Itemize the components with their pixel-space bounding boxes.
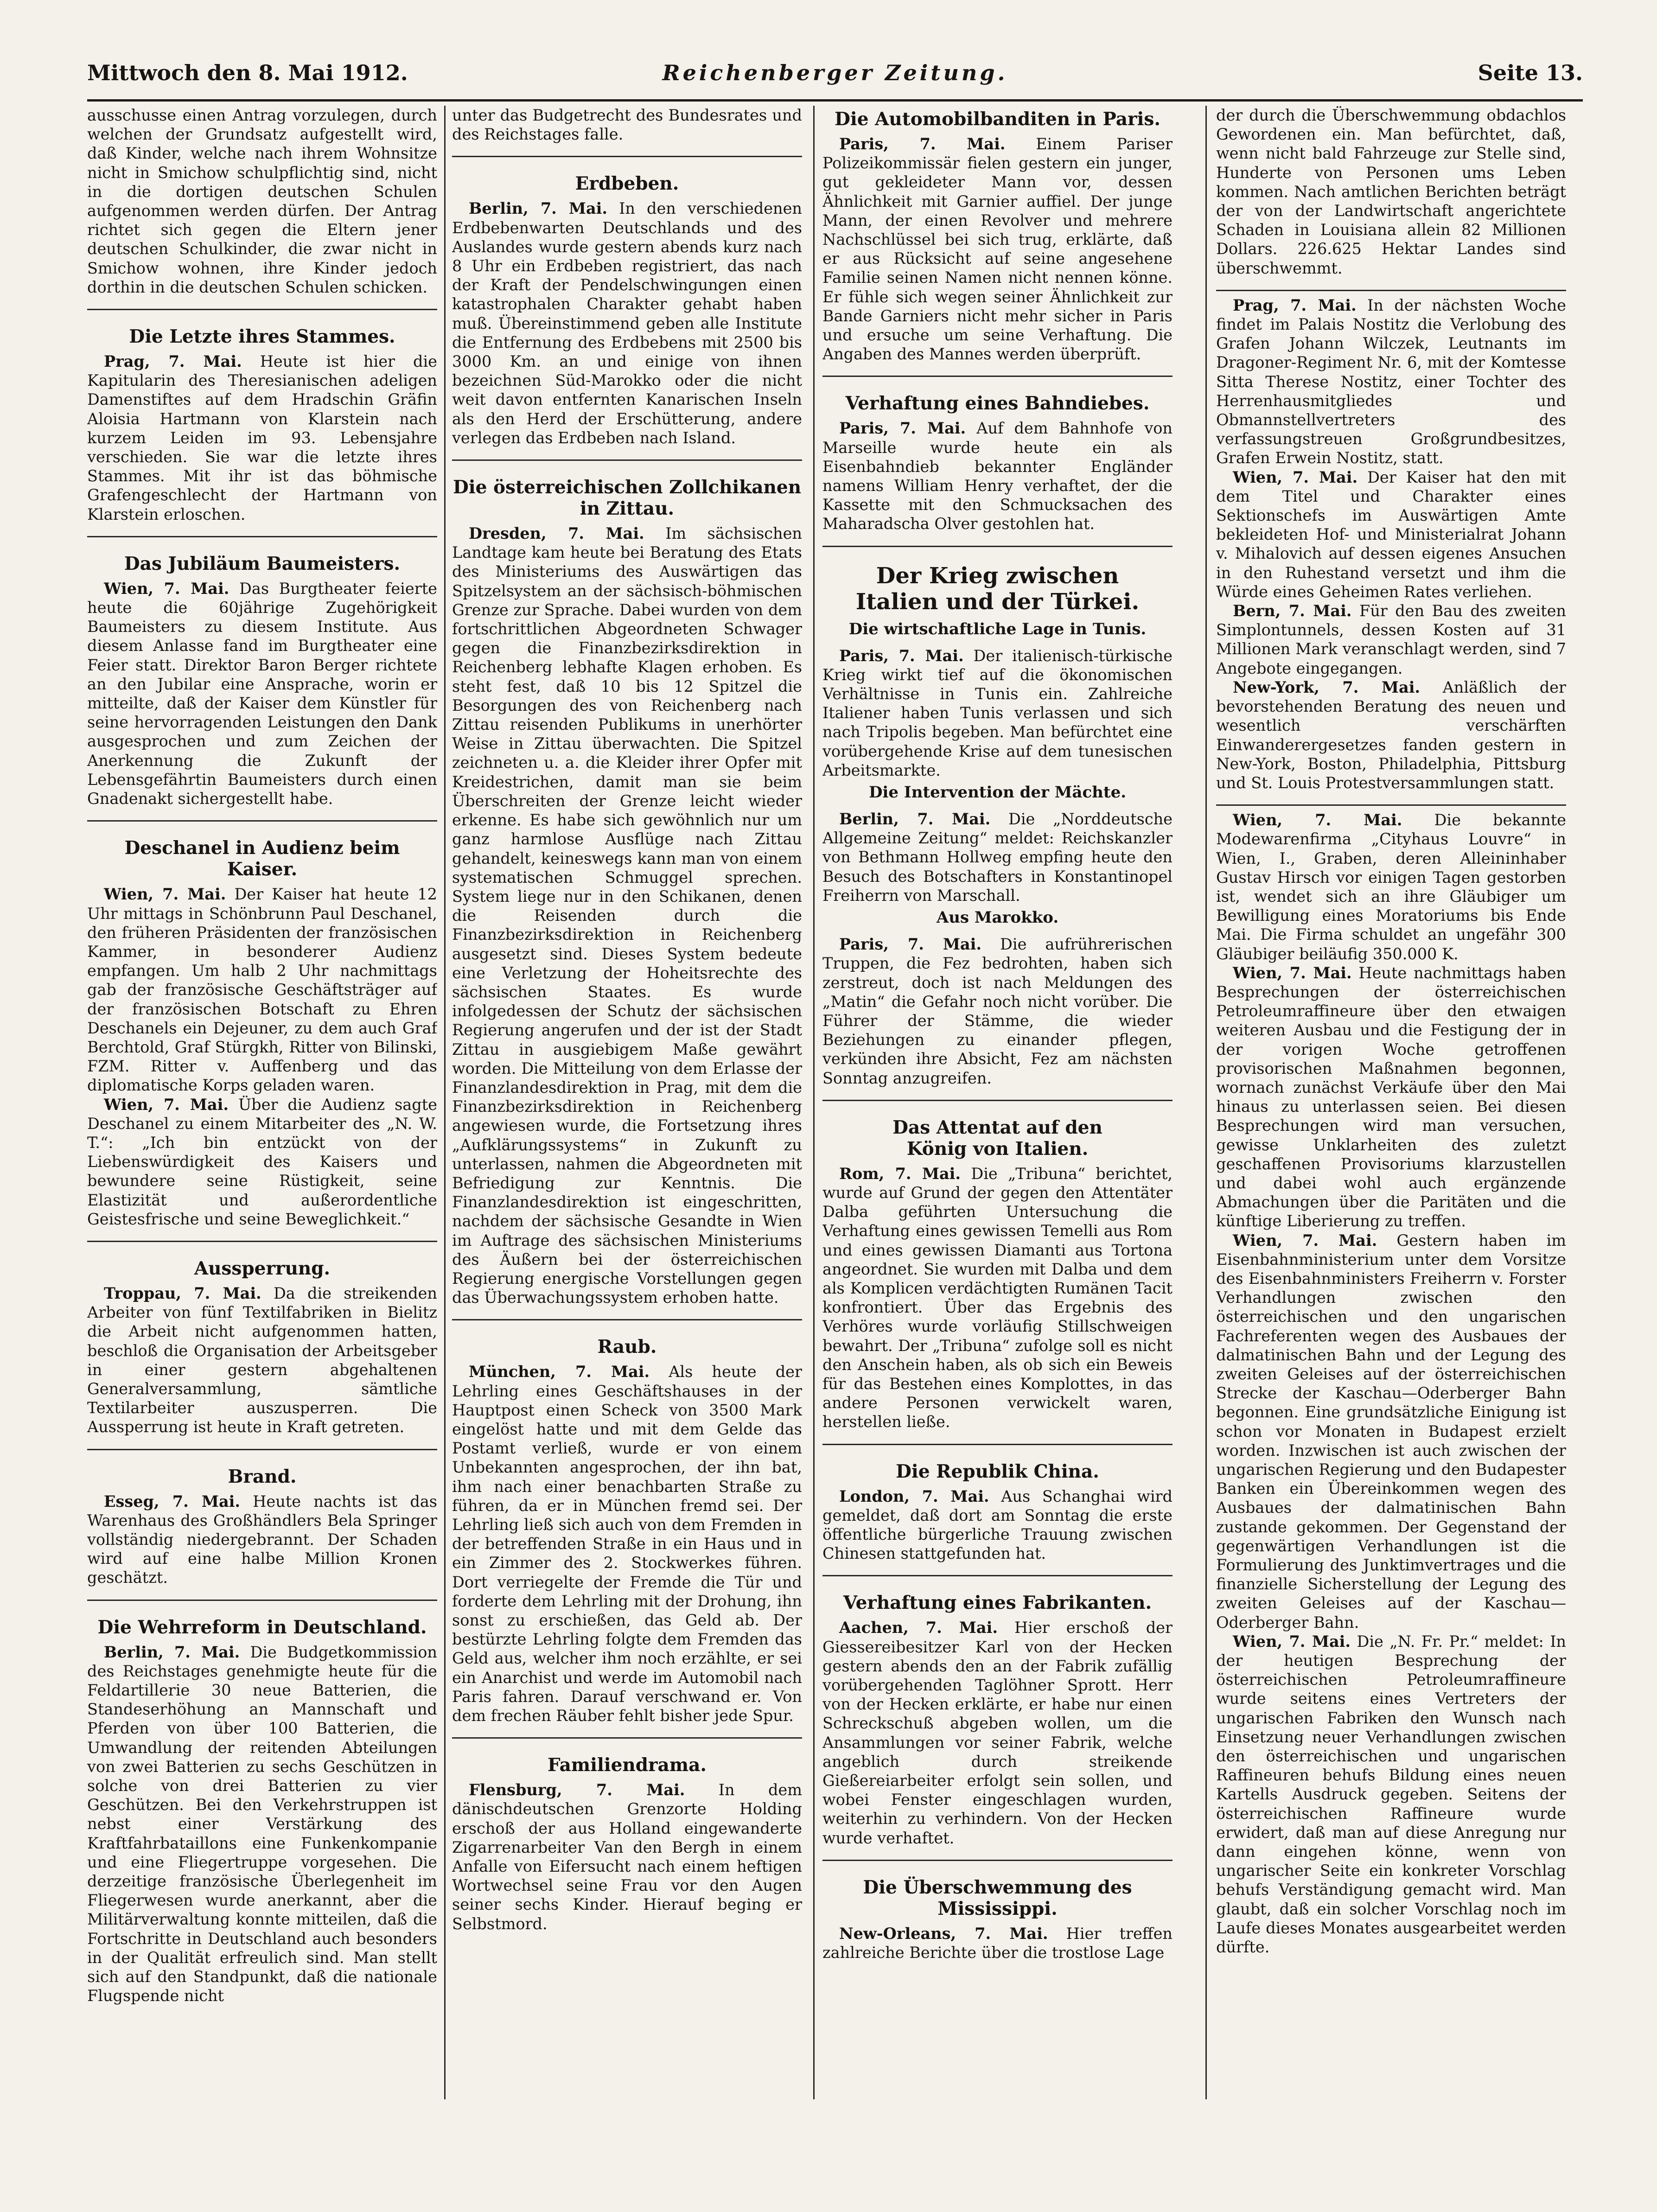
dateline: Wien, 7. Mai.	[104, 1095, 229, 1114]
article-text: Im sächsischen Landtage kam heute bei Beratung des Etats des Ministeriums des Auswärtigen das Spitzelsystem an der sächsisch-böhmischen Grenze zur Sprache. Dabei wurden von dem fortschrittlichen Abgeordneten Schwager gegen die Finanzbezirksdirektion in Reichenberg lebhafte Klagen erhoben. Es steht fest, daß 10 bis 12 Spitzel die Besorgungen des von Reichenberg nach Zittau reisenden Publikums in unerhörter Weise in Zittau überwachten. Die Spitzel zeichneten u. a. die Kleider ihrer Opfer mit Kreidestrichen, damit man sie beim Überschreiten der Grenze leicht wieder erkenne. Es habe sich gewöhnlich nur um ganz harmlose Ausflüge nach Zittau gehandelt, keineswegs kann man von einem systematischen Schmuggel sprechen. System liege nur in den Schikanen, denen die Reisenden durch die Finanzbezirksdirektion in Reichenberg ausgesetzt sind. Dieses System bedeute eine Verletzung der Hoheitsrechte des sächsischen Staates. Es wurde infolgedessen der Schutz der sächsischen Regierung angerufen und der ist der Stadt Zittau in ausgiebigem Maße gewährt worden. Die Mitteilung von dem Erlasse der Finanzlandesdirektion in Prag, mit dem die Finanzbezirksdirektion in Reichenberg angewiesen wurde, die Fortsetzung ihres „Aufklärungssystems“ in Zukunft zu unterlassen, nahmen die Abgeordneten mit Befriedigung zur Kenntnis. Die Finanzlandesdirektion ist eingeschritten, nachdem der sächsische Gesandte in Wien im Auftrage des sächsischen Ministeriums des Äußern bei der österreichischen Regierung energische Vorstellungen gegen das Überwachungssystem erhoben hatte.	[452, 524, 802, 1307]
article-text: In den verschiedenen Erdbebenwarten Deutschlands und des Auslandes wurde gestern abends kurz nach 8 Uhr ein Erdbeben registriert, das nach der Kraft der Pendelschwingungen einen katastrophalen Charakter gehabt haben muß. Übereinstimmend geben alle Institute die Entfernung des Erdbebens mit 2500 bis 3000 Km. an und einige von ihnen bezeichnen Süd-Marokko oder die nicht weit davon entfernten Kanarischen Inseln als den Herd der Erschütterung, andere verlegen das Erdbeben nach Island.	[452, 199, 802, 447]
issue-date: Mittwoch den 8. Mai 1912.	[87, 60, 408, 85]
dateline: Esseg, 7. Mai.	[104, 1492, 241, 1511]
article-paragraph	[87, 1095, 437, 1229]
headline: Familiendrama.	[548, 1754, 707, 1776]
article-divider	[1216, 290, 1566, 291]
dateline: Bern, 7. Mai.	[1233, 602, 1352, 620]
subheading: Aus Marokko.	[936, 908, 1059, 927]
headline-line-2: Italien und der Türkei.	[855, 588, 1140, 615]
column-rule	[444, 106, 446, 2099]
dateline: Wien, 7. Mai.	[1233, 811, 1402, 829]
article-paragraph	[87, 1492, 437, 1587]
article-divider	[87, 309, 437, 310]
headline: Die österreichischen Zollchikanen in Zittau.	[452, 477, 802, 520]
dateline: London, 7. Mai.	[839, 1487, 989, 1505]
dateline: München, 7. Mai.	[469, 1363, 650, 1381]
article-paragraph	[452, 524, 802, 1307]
article-paragraph	[1216, 296, 1566, 468]
article-text: Als heute der Lehrling eines Geschäftshauses in der Hauptpost einen Scheck von 3500 Mark eingelöst hatte und mit dem Gelde das Postamt verließ, wurde er von einem Unbekannten angesprochen, der ihn bat, ihm nach einer benachbarten Straße zu führen, da er in München fremd sei. Der Lehrling ließ sich auch von dem Fremden in der betreffenden Straße in ein Haus und in ein Zimmer des 2. Stockwerkes führen. Dort verriegelte der Fremde die Tür und forderte dem Lehrling mit der Drohung, ihn sonst zu erschießen, das Geld ab. Der bestürzte Lehrling folgte dem Fremden das Geld aus, welcher ihm noch erzählte, er sei ein Anarchist und werde im Automobil nach Paris fahren. Darauf verschwand er. Von dem frechen Räuber fehlt bisher jede Spur.	[452, 1363, 802, 1725]
article-divider	[87, 1449, 437, 1450]
article-divider	[452, 156, 802, 157]
headline: Aussperrung.	[194, 1257, 331, 1279]
dateline: Berlin, 7. Mai.	[839, 810, 991, 829]
article-text: Der Kaiser hat heute 12 Uhr mittags in Schönbrunn Paul Deschanel, den früheren Präsidenten der französischen Kammer, in besonderer Audienz empfangen. Um halb 2 Uhr nachmittags gab der französische Geschäftsträger auf der französischen Botschaft zu Ehren Deschanels ein Dejeuner, zu dem auch Graf Berchtold, Graf Stürgkh, Ritter von Bilinski, FZM. Ritter v. Auffenberg und das diplomatische Korps geladen waren.	[87, 885, 437, 1095]
dateline: Paris, 7. Mai.	[839, 646, 964, 665]
article-divider	[822, 1444, 1173, 1445]
article-paragraph	[1216, 678, 1566, 792]
newspaper-title: Reichenberger Zeitung.	[662, 60, 1008, 85]
article-divider	[452, 459, 802, 461]
column-2	[452, 106, 802, 2146]
article-text: Die aufrührerischen Truppen, die Fez bedrohten, haben sich zerstreut, doch ist nach Meldungen des „Matin“ die Gefahr noch nicht vorüber. Die Führer der Stämme, die wieder Beziehungen zu einander pflegen, verkünden ihre Absicht, Fez am nächsten Sonntag anzugreifen.	[822, 935, 1173, 1087]
headline: Verhaftung eines Bahndiebes.	[845, 393, 1150, 414]
article-paragraph	[1216, 1632, 1566, 1957]
article-paragraph	[1216, 601, 1566, 678]
article-divider	[822, 1575, 1173, 1576]
headline: Brand.	[228, 1466, 297, 1487]
article-paragraph	[822, 134, 1173, 363]
headline: Deschanel in Audienz beim Kaiser.	[124, 837, 400, 880]
dateline: Paris, 7. Mai.	[839, 135, 1006, 153]
article-text: Hier treffen zahlreiche Berichte über die trostlose Lage	[822, 1924, 1173, 1962]
article-paragraph	[1216, 963, 1566, 1231]
article-divider	[822, 376, 1173, 377]
article-text: Über die Audienz sagte Deschanel zu einem Mitarbeiter des „N. W. T.“: „Ich bin entzückt von der Liebenswürdigkeit des Kaisers und bewundere seine Rüstigkeit, seine Elastizität und außerordentliche Geistesfrische und seine Beweglichkeit.“	[87, 1095, 437, 1228]
column-rule	[813, 106, 815, 2099]
article-paragraph	[1216, 1231, 1566, 1632]
headline-line-2: König von Italien.	[906, 1138, 1089, 1160]
dateline: Flensburg, 7. Mai.	[469, 1781, 685, 1799]
headline: Die Überschwemmung des Mississippi.	[863, 1876, 1132, 1919]
article-paragraph	[822, 935, 1173, 1088]
article-text: Der italienisch-türkische Krieg wirkt tief auf die ökonomischen Verhältnisse in Tunis ein. Zahlreiche Italiener haben Tunis verlassen und sich nach Tripolis begeben. Man befürchtet eine vorübergehende Krise auf dem tunesischen Arbeitsmarkte.	[822, 646, 1173, 779]
dateline: Wien, 7. Mai.	[104, 885, 226, 904]
article-paragraph	[452, 199, 802, 447]
column-1	[87, 106, 437, 2146]
headline: Die Letzte ihres Stammes.	[129, 326, 395, 348]
headline: Raub.	[597, 1336, 657, 1358]
article-paragraph	[1216, 468, 1566, 601]
article-paragraph	[87, 1643, 437, 2006]
article-paragraph	[87, 885, 437, 1095]
article-paragraph	[452, 1780, 802, 1933]
article-divider	[1216, 804, 1566, 806]
article-paragraph	[822, 1618, 1173, 1847]
dateline: Paris, 7. Mai.	[839, 419, 966, 438]
article-paragraph	[822, 810, 1173, 905]
article-continuation: unter das Budgetrecht des Bundesrates und des Reichstages falle.	[452, 106, 802, 144]
subheading: Die Intervention der Mächte.	[868, 783, 1127, 802]
article-text: Die bekannte Modewarenfirma „Cityhaus Louvre“ in Wien, I., Graben, deren Alleininhaber Gustav Hirsch vor einigen Tagen gestorben ist, wendet sich an ihre Gläubiger um Bewilligung eines Moratoriums bis Ende Mai. Die Firma schuldet an ungefähr 300 Gläubiger beiläufig 350.000 K.	[1216, 811, 1566, 963]
headline: Die Republik China.	[896, 1460, 1099, 1482]
article-text: Hier erschoß der Giessereibesitzer Karl von der Hecken gestern abends den an der Fabrik zufällig vorübergehenden Taglöhner Sprott. Herr von der Hecken erklärte, er habe nur einen Schreckschuß abgeben wollen, um die Ansammlungen vor seiner Fabrik, welche angeblich durch streikende Gießereiarbeiter erfolgt sein sollen, und wobei Fenster eingeschlagen wurden, weiterhin zu verhindern. Von der Hecken wurde verhaftet.	[822, 1619, 1173, 1847]
article-divider	[822, 1100, 1173, 1101]
dateline: Dresden, 7. Mai.	[469, 524, 644, 543]
article-divider	[452, 1319, 802, 1320]
article-paragraph	[822, 1924, 1173, 1962]
article-text: Auf dem Bahnhofe von Marseille wurde heute ein als Eisenbahndieb bekannter Engländer namens William Henry verhaftet, der die Kassette mit den Schmucksachen des Maharadscha Olver gestohlen hat.	[822, 419, 1173, 533]
dateline: New-York, 7. Mai.	[1233, 678, 1421, 696]
article-text: Die Budgetkommission des Reichstages genehmigte heute für die Feldartillerie 30 neue Batterien, die Standeserhöhung an Mannschaft und Pferden von über 100 Batterien, die Umwandlung der reitenden Abteilungen von zwei Batterien zu sechs Geschützen in solche von drei Batterien zu vier Geschützen. Bei den Verkehrstruppen ist nebst einer Verstärkung des Kraftfahrbataillons eine Funkenkompanie und eine Fliegertruppe vorgesehen. Die derzeitige französische Überlegenheit im Fliegerwesen wurde anerkannt, aber die Militärverwaltung konnte mitteilen, daß die Fortschritte in Deutschland auch besonders in der Qualität erfreulich sind. Man stellt sich auf den Standpunkt, daß die nationale Flugspende nicht	[87, 1643, 437, 2005]
article-paragraph	[822, 1164, 1173, 1432]
article-paragraph	[822, 419, 1173, 533]
headline: Die Automobilbanditen in Paris.	[835, 108, 1160, 130]
article-text: Die „Tribuna“ berichtet, wurde auf Grund der gegen den Attentäter Dalba geführten Untersuchung die Verhaftung eines gewissen Temelli aus Rom und eines gewissen Diamanti aus Tortona angeordnet. Sie wurden mit Dalba und dem als Komplicen verdächtigten Rumänen Tacit konfrontiert. Über das Ergebnis des Verhöres wurde vorläufig Stillschweigen bewahrt. Der „Tribuna“ zufolge soll es nicht den Anschein haben, als ob sich ein Beweis für das Bestehen eines Komplottes, in das andere Personen verwickelt waren, herstellen ließe.	[822, 1164, 1173, 1431]
article-divider	[87, 1241, 437, 1242]
dateline: Paris, 7. Mai.	[839, 935, 982, 954]
dateline: Berlin, 7. Mai.	[104, 1643, 240, 1661]
article-divider	[87, 536, 437, 537]
headline: Das Jubiläum Baumeisters.	[124, 553, 401, 574]
dateline: Wien, 7. Mai.	[1233, 1632, 1351, 1651]
article-continuation: der durch die Überschwemmung obdachlos Gewordenen ein. Man befürchtet, daß, wenn nicht bald Fahrzeuge zur Stelle sind, Hunderte von Personen ums Leben kommen. Nach amtlichen Berichten beträgt der von der Landwirtschaft angerichtete Schaden in Louisiana allein 82 Millionen Dollars. 226.625 Hektar Landes sind überschwemmt.	[1216, 106, 1566, 277]
article-continuation: ausschusse einen Antrag vorzulegen, durch welchen der Grundsatz aufgestellt wird, daß Kinder, welche nach ihrem Wohnsitze nicht in Smichow schulpflichtig sind, nicht in die dortigen deutschen Schulen aufgenommen werden dürfen. Der Antrag richtet sich gegen die Eltern jener deutschen Schulkinder, die zwar nicht in Smichow wohnen, ihre Kinder jedoch dorthin in die deutschen Schulen schicken.	[87, 106, 437, 296]
article-text: In dem dänischdeutschen Grenzorte Holding erschoß der aus Holland eingewanderte Zigarrenarbeiter Van den Bergh in einem Anfalle von Eifersucht nach einem heftigen Wortwechsel seine Frau vor den Augen seiner sechs Kinder. Hierauf beging er Selbstmord.	[452, 1781, 802, 1933]
article-divider	[822, 546, 1173, 547]
article-divider	[822, 1860, 1173, 1861]
dateline: Wien, 7. Mai.	[104, 579, 229, 598]
dateline: Troppau, 7. Mai.	[104, 1284, 261, 1302]
article-paragraph	[87, 1284, 437, 1437]
article-text: In der nächsten Woche findet im Palais Nostitz die Verlobung des Grafen Johann Wilczek, Leutnants im Dragoner-Regiment Nr. 6, mit der Komtesse Sitta Therese Nostitz, einer Tochter des Herrenhausmitgliedes und Obmannstellvertreters des verfassungstreuen Großgrundbesitzes, Grafen Erwein Nostitz, statt.	[1216, 296, 1566, 467]
dateline: Prag, 7. Mai.	[1233, 296, 1357, 314]
article-text: Für den Bau des zweiten Simplontunnels, dessen Kosten auf 31 Millionen Mark veranschlagt werden, sind 7 Angebote eingegangen.	[1216, 602, 1566, 677]
article-paragraph	[822, 646, 1173, 780]
headline: Verhaftung eines Fabrikanten.	[843, 1592, 1152, 1614]
dateline: Wien, 7. Mai.	[1233, 1231, 1377, 1249]
article-text: Heute nachts ist das Warenhaus des Großhändlers Bela Springer vollständig niedergebrannt. Der Schaden wird auf eine halbe Million Kronen geschätzt.	[87, 1492, 437, 1587]
subheading: Die wirtschaftliche Lage in Tunis.	[848, 619, 1147, 638]
dateline: Rom, 7. Mai.	[839, 1164, 961, 1183]
dateline: Aachen, 7. Mai.	[839, 1619, 998, 1637]
article-text: Die „N. Fr. Pr.“ meldet: In der heutigen Besprechung der österreichischen Petroleumraffineure wurde seitens eines Vertreters der ungarischen Fabriken den Wunsch nach Einsetzung neuer Verhandlungen zwischen den österreichischen und ungarischen Raffineuren behufs Bildung eines neuen Kartells Ausdruck gegeben. Seitens der österreichischen Raffineure wurde erwidert, daß man auf diese Anregung nur dann eingehen könne, wenn von ungarischer Seite ein konkreter Vorschlag behufs Verständigung gemacht wird. Man glaubt, daß ein solcher Vorschlag noch im Laufe dieses Monates ausgearbeitet werden dürfte.	[1216, 1632, 1566, 1957]
article-divider	[87, 820, 437, 822]
article-text: Das Burgtheater feierte heute die 60jährige Zugehörigkeit Baumeisters zu diesem Institute. Aus diesem Anlasse fand im Burgtheater eine Feier statt. Direktor Baron Berger richtete an den Jubilar eine Ansprache, worin er mitteilte, daß der Kaiser dem Künstler für seine hervorragenden Leistungen den Dank ausgesprochen und zum Zeichen der Anerkennung die Zukunft der Lebensgefährtin Baumeisters durch einen Gnadenakt sichergestellt habe.	[87, 579, 437, 808]
masthead	[87, 55, 1583, 102]
dateline: Wien, 7. Mai.	[1233, 468, 1358, 486]
article-text: Die „Norddeutsche Allgemeine Zeitung“ meldet: Reichskanzler von Bethmann Hollweg empfing heute den Besuch des Botschafters in Konstantinopel Freiherrn von Marschall.	[822, 810, 1173, 905]
dateline: Berlin, 7. Mai.	[469, 199, 608, 218]
article-divider	[452, 1737, 802, 1739]
headline-line-1: Der Krieg zwischen	[876, 562, 1119, 589]
article-text: Heute ist hier die Kapitularin des Theresianischen adeligen Damenstiftes auf dem Hradschin Gräfin Aloisia Hartmann von Klarstein nach kurzem Leiden im 93. Lebensjahre verschieden. Sie war die letzte ihres Stammes. Mit ihr ist das böhmische Grafengeschlecht der Hartmann von Klarstein erloschen.	[87, 352, 437, 523]
article-text: Gestern haben im Eisenbahnministerium unter dem Vorsitze des Eisenbahnministers Freiherrn v. Forster Verhandlungen zwischen den österreichischen und den ungarischen Fachreferenten wegen des Ausbaues der dalmatinischen Bahn und der Legung des zweiten Geleises auf der österreichischen Strecke der Kaschau—Oderberger Bahn begonnen. Eine grundsätzliche Einigung ist schon vor Monaten in Budapest erzielt worden. Inzwischen ist auch zwischen der ungarischen Regierung und den Budapester Banken ein Übereinkommen wegen des Ausbaues der dalmatinischen Bahn zustande gekommen. Der Gegenstand der gegenwärtigen Verhandlungen ist die Formulierung des Junktimvertrages und die finanzielle Sicherstellung der Legung des zweiten Geleises auf der Kaschau—Oderberger Bahn.	[1216, 1231, 1566, 1632]
article-text: Der Kaiser hat den mit dem Titel und Charakter eines Sektionschefs im Auswärtigen Amte bekleideten Hof- und Ministerialrat Johann v. Mihalovich auf dessen eigenes Ansuchen in den Ruhestand versetzt und ihm die Würde eines Geheimen Rates verliehen.	[1216, 468, 1566, 601]
article-paragraph	[1216, 810, 1566, 963]
article-text: Einem Pariser Polizeikommissär fielen gestern ein junger, gut gekleideter Mann vor, dessen Ähnlichkeit mit Garnier auffiel. Der junge Mann, der einen Revolver und mehrere Nachschlüssel bei sich trug, erklärte, daß er aus Rücksicht auf seine angesehene Familie seinen Namen nicht nennen könne. Er fühle sich wegen seiner Ähnlichkeit zur Bande Garniers nicht mehr sicher in Paris und ersuche um seine Verhaftung. Die Angaben des Mannes werden überprüft.	[822, 135, 1173, 363]
headline: Die Wehrreform in Deutschland.	[97, 1616, 427, 1638]
article-text: Heute nachmittags haben Besprechungen der österreichischen Petroleumraffineure über den etwaigen weiteren Ausbau und die Festigung der in der vorigen Woche getroffenen provisorischen Maßnahmen begonnen, wornach zunächst Verkäufe über den Mai hinaus zu unterlassen seien. Bei diesen Besprechungen wird man versuchen, gewisse Unklarheiten des zuletzt geschaffenen Provisoriums klarzustellen und dabei wohl auch ergänzende Abmachungen über die Paritäten und die künftige Liberierung zu treffen.	[1216, 963, 1566, 1230]
article-text: Aus Schanghai wird gemeldet, daß dort am Sonntag die erste öffentliche bürgerliche Trauung zwischen Chinesen stattgefunden hat.	[822, 1487, 1173, 1563]
page-number: Seite 13.	[1478, 60, 1583, 85]
column-rule	[1205, 106, 1207, 2099]
article-text: Da die streikenden Arbeiter von fünf Textilfabriken in Bielitz die Arbeit nicht aufgenommen hatten, beschloß die Organisation der Arbeitsgeber in einer gestern abgehaltenen Generalversammlung, sämtliche Textilarbeiter auszusperren. Die Aussperrung ist heute in Kraft getreten.	[87, 1284, 437, 1436]
dateline: Prag, 7. Mai.	[104, 352, 242, 371]
column-3	[822, 106, 1173, 2146]
column-4	[1216, 106, 1566, 2146]
article-paragraph	[822, 1487, 1173, 1563]
headline: Erdbeben.	[575, 173, 679, 195]
article-paragraph	[87, 579, 437, 808]
headline-line-1: Das Attentat auf den	[892, 1116, 1103, 1138]
article-paragraph	[452, 1362, 802, 1725]
dateline: Wien, 7. Mai.	[1233, 963, 1352, 982]
article-text: Anläßlich der bevorstehenden Beratung des neuen und wesentlich verschärften Einwanderergesetzes fanden gestern in New-York, Boston, Philadelphia, Pittsburg und St. Louis Protestversammlungen statt.	[1216, 678, 1566, 792]
article-divider	[87, 1600, 437, 1601]
dateline: New-Orleans, 7. Mai.	[839, 1924, 1048, 1943]
article-paragraph	[87, 352, 437, 524]
